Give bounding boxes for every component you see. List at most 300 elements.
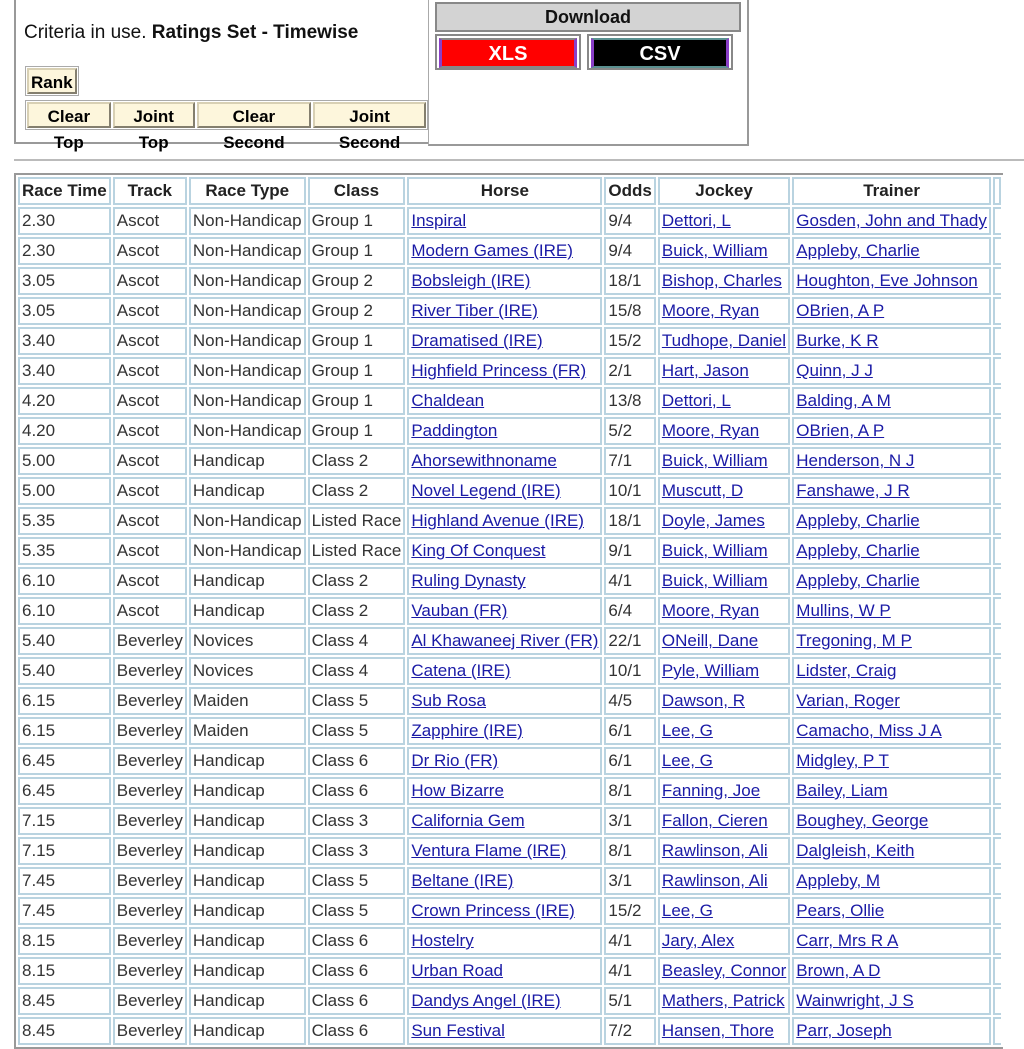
jockey-link[interactable]: Dettori, L — [661, 391, 731, 410]
cell-jockey — [658, 417, 790, 445]
trainer-link[interactable]: Burke, K R — [796, 331, 879, 350]
cell-race-time: 2.30 — [18, 207, 111, 235]
jockey-link[interactable]: Rawlinson, Ali — [661, 841, 768, 860]
cell-class: Class 6 — [308, 957, 406, 985]
cell-class: Listed Race — [308, 537, 406, 565]
cell-horse — [407, 987, 602, 1015]
cell-overflow — [993, 447, 1001, 475]
cell-overflow — [993, 297, 1001, 325]
table-row — [18, 1017, 1001, 1045]
cell-race-type: Non-Handicap — [189, 207, 306, 235]
table-row — [18, 507, 1001, 535]
cell-race-time: 3.40 — [18, 327, 111, 355]
cell-race-time: 5.35 — [18, 537, 111, 565]
jockey-link[interactable]: Fanning, Joe — [661, 781, 761, 800]
jockey-link[interactable]: Buick, William — [661, 241, 768, 260]
cell-race-type: Handicap — [189, 447, 306, 475]
cell-track: Ascot — [113, 597, 187, 625]
jockey-link[interactable]: Dawson, R — [661, 691, 745, 710]
cell-race-time: 6.45 — [18, 777, 111, 805]
cell-race-type: Handicap — [189, 837, 306, 865]
cell-odds: 4/1 — [604, 567, 655, 595]
cell-overflow — [993, 327, 1001, 355]
jockey-link[interactable]: Jary, Alex — [661, 931, 735, 950]
cell-horse — [407, 747, 602, 775]
cell-track: Ascot — [113, 327, 187, 355]
cell-overflow — [993, 387, 1001, 415]
cell-race-time: 8.15 — [18, 957, 111, 985]
cell-odds: 8/1 — [604, 837, 655, 865]
cell-odds: 9/4 — [604, 207, 655, 235]
cell-jockey — [658, 657, 790, 685]
criteria-value: Ratings Set - Timewise — [151, 22, 359, 43]
cell-race-type: Handicap — [189, 567, 306, 595]
cell-overflow — [993, 597, 1001, 625]
cell-jockey — [658, 837, 790, 865]
cell-odds: 2/1 — [604, 357, 655, 385]
cell-odds: 15/2 — [604, 897, 655, 925]
cell-horse — [407, 627, 602, 655]
cell-trainer — [792, 867, 991, 895]
trainer-link[interactable]: Gosden, John and Thady — [796, 211, 987, 230]
cell-jockey — [658, 297, 790, 325]
cell-jockey — [658, 867, 790, 895]
trainer-link[interactable]: Boughey, George — [796, 811, 929, 830]
cell-trainer — [792, 657, 991, 685]
jockey-link[interactable]: Hansen, Thore — [661, 1021, 775, 1040]
cell-overflow — [993, 207, 1001, 235]
horse-link[interactable]: California Gem — [411, 811, 525, 830]
table-row — [18, 387, 1001, 415]
jockey-link[interactable]: Rawlinson, Ali — [661, 871, 768, 890]
horse-link[interactable]: Vauban (FR) — [411, 601, 508, 620]
table-row — [18, 267, 1001, 295]
trainer-link[interactable]: Lidster, Craig — [796, 661, 897, 680]
horse-link[interactable]: Urban Road — [411, 961, 504, 980]
cell-overflow — [993, 987, 1001, 1015]
jockey-link[interactable]: Pyle, William — [661, 661, 760, 680]
download-panel — [428, 0, 749, 146]
cell-track: Ascot — [113, 567, 187, 595]
horse-link[interactable]: Chaldean — [411, 391, 485, 410]
cell-track: Ascot — [113, 207, 187, 235]
trainer-link[interactable]: Appleby, Charlie — [796, 241, 920, 260]
cell-class: Listed Race — [308, 507, 406, 535]
horse-link[interactable]: Zapphire (IRE) — [411, 721, 523, 740]
cell-overflow — [993, 747, 1001, 775]
trainer-link[interactable]: Dalgleish, Keith — [796, 841, 915, 860]
table-row — [18, 957, 1001, 985]
table-row — [18, 627, 1001, 655]
cell-odds: 3/1 — [604, 807, 655, 835]
rank-button[interactable]: Rank — [27, 68, 77, 94]
horse-link[interactable]: Ventura Flame (IRE) — [411, 841, 567, 860]
table-row — [18, 837, 1001, 865]
cell-jockey — [658, 357, 790, 385]
results-table — [16, 175, 1003, 1047]
table-row — [18, 567, 1001, 595]
cell-overflow — [993, 837, 1001, 865]
cell-track: Beverley — [113, 957, 187, 985]
cell-race-time: 8.15 — [18, 927, 111, 955]
cell-track: Ascot — [113, 387, 187, 415]
cell-overflow — [993, 657, 1001, 685]
jockey-link[interactable]: Buick, William — [661, 571, 768, 590]
clear-second-button[interactable]: Clear Second — [197, 102, 312, 128]
horse-link[interactable]: Highland Avenue (IRE) — [411, 511, 584, 530]
trainer-link[interactable]: Wainwright, J S — [796, 991, 914, 1010]
cell-horse — [407, 717, 602, 745]
jockey-link[interactable]: Buick, William — [661, 541, 768, 560]
cell-odds: 6/1 — [604, 717, 655, 745]
column-header-jockey[interactable]: Jockey — [658, 177, 790, 205]
cell-track: Ascot — [113, 267, 187, 295]
cell-odds: 18/1 — [604, 507, 655, 535]
cell-overflow — [993, 567, 1001, 595]
cell-overflow — [993, 267, 1001, 295]
trainer-link[interactable]: Tregoning, M P — [796, 631, 912, 650]
table-row — [18, 537, 1001, 565]
trainer-link[interactable]: Parr, Joseph — [796, 1021, 892, 1040]
cell-race-type: Handicap — [189, 777, 306, 805]
cell-jockey — [658, 327, 790, 355]
download-csv-button[interactable] — [587, 34, 733, 70]
jockey-link[interactable]: Lee, G — [661, 901, 713, 920]
cell-trainer — [792, 987, 991, 1015]
horse-link[interactable]: Catena (IRE) — [411, 661, 511, 680]
cell-track: Ascot — [113, 507, 187, 535]
cell-trainer — [792, 597, 991, 625]
cell-race-time: 7.15 — [18, 837, 111, 865]
cell-race-time: 7.45 — [18, 897, 111, 925]
cell-overflow — [993, 687, 1001, 715]
cell-race-type: Novices — [189, 657, 306, 685]
cell-race-time: 4.20 — [18, 417, 111, 445]
trainer-link[interactable]: Balding, A M — [796, 391, 891, 410]
cell-horse — [407, 327, 602, 355]
cell-race-type: Non-Handicap — [189, 507, 306, 535]
jockey-link[interactable]: Mathers, Patrick — [661, 991, 785, 1010]
table-row — [18, 717, 1001, 745]
horse-link[interactable]: King Of Conquest — [411, 541, 546, 560]
cell-trainer — [792, 927, 991, 955]
cell-track: Ascot — [113, 357, 187, 385]
cell-race-time: 5.40 — [18, 627, 111, 655]
cell-jockey — [658, 567, 790, 595]
trainer-link[interactable]: Mullins, W P — [796, 601, 891, 620]
trainer-link[interactable]: Appleby, Charlie — [796, 511, 920, 530]
cell-race-type: Non-Handicap — [189, 537, 306, 565]
cell-overflow — [993, 777, 1001, 805]
trainer-link[interactable]: Midgley, P T — [796, 751, 889, 770]
cell-race-time: 5.35 — [18, 507, 111, 535]
cell-horse — [407, 597, 602, 625]
cell-odds: 6/1 — [604, 747, 655, 775]
jockey-link[interactable]: Moore, Ryan — [661, 421, 760, 440]
jockey-link[interactable]: Beasley, Connor — [661, 961, 787, 980]
trainer-link[interactable]: OBrien, A P — [796, 301, 885, 320]
jockey-link[interactable]: Buick, William — [661, 451, 768, 470]
jockey-link[interactable]: Bishop, Charles — [661, 271, 782, 290]
cell-race-type: Non-Handicap — [189, 387, 306, 415]
cell-track: Beverley — [113, 837, 187, 865]
cell-odds: 4/1 — [604, 927, 655, 955]
trainer-link[interactable]: Varian, Roger — [796, 691, 900, 710]
horse-link[interactable]: Inspiral — [411, 211, 467, 230]
cell-overflow — [993, 1017, 1001, 1045]
cell-race-type: Non-Handicap — [189, 297, 306, 325]
jockey-link[interactable]: Fallon, Cieren — [661, 811, 768, 830]
csv-label: CSV — [591, 38, 729, 68]
table-row — [18, 687, 1001, 715]
cell-track: Beverley — [113, 927, 187, 955]
jockey-link[interactable]: Doyle, James — [661, 511, 765, 530]
cell-trainer — [792, 507, 991, 535]
download-xls-button[interactable] — [435, 34, 581, 70]
cell-race-time: 5.00 — [18, 447, 111, 475]
cell-race-time: 6.10 — [18, 597, 111, 625]
cell-class: Class 4 — [308, 657, 406, 685]
cell-odds: 3/1 — [604, 867, 655, 895]
cell-jockey — [658, 597, 790, 625]
cell-overflow — [993, 417, 1001, 445]
trainer-link[interactable]: Carr, Mrs R A — [796, 931, 899, 950]
cell-horse — [407, 267, 602, 295]
horse-link[interactable]: Dandys Angel (IRE) — [411, 991, 561, 1010]
jockey-link[interactable]: Tudhope, Daniel — [661, 331, 786, 350]
cell-horse — [407, 297, 602, 325]
horse-link[interactable]: River Tiber (IRE) — [411, 301, 538, 320]
cell-odds: 7/2 — [604, 1017, 655, 1045]
horse-link[interactable]: Paddington — [411, 421, 498, 440]
table-row — [18, 657, 1001, 685]
cell-track: Beverley — [113, 777, 187, 805]
cell-odds: 9/4 — [604, 237, 655, 265]
trainer-link[interactable]: Houghton, Eve Johnson — [796, 271, 978, 290]
cell-jockey — [658, 957, 790, 985]
cell-horse — [407, 957, 602, 985]
cell-overflow — [993, 717, 1001, 745]
column-header-odds[interactable]: Odds — [604, 177, 655, 205]
cell-overflow — [993, 867, 1001, 895]
horse-link[interactable]: Highfield Princess (FR) — [411, 361, 587, 380]
horse-link[interactable]: How Bizarre — [411, 781, 504, 800]
cell-jockey — [658, 717, 790, 745]
cell-horse — [407, 447, 602, 475]
cell-odds: 7/1 — [604, 447, 655, 475]
cell-class: Class 3 — [308, 807, 406, 835]
cell-odds: 5/1 — [604, 987, 655, 1015]
cell-track: Beverley — [113, 867, 187, 895]
cell-jockey — [658, 747, 790, 775]
horse-link[interactable]: Crown Princess (IRE) — [411, 901, 575, 920]
table-row — [18, 867, 1001, 895]
cell-race-type: Handicap — [189, 807, 306, 835]
joint-top-button[interactable]: Joint Top — [113, 102, 195, 128]
cell-race-time: 6.10 — [18, 567, 111, 595]
jockey-link[interactable]: ONeill, Dane — [661, 631, 759, 650]
cell-overflow — [993, 537, 1001, 565]
column-header-trainer[interactable]: Trainer — [792, 177, 991, 205]
table-body — [18, 207, 1001, 1045]
joint-second-button[interactable]: Joint Second — [313, 102, 426, 128]
cell-odds: 4/1 — [604, 957, 655, 985]
trainer-link[interactable]: Quinn, J J — [796, 361, 873, 380]
table-row — [18, 357, 1001, 385]
cell-trainer — [792, 897, 991, 925]
cell-class: Group 1 — [308, 357, 406, 385]
jockey-link[interactable]: Moore, Ryan — [661, 601, 760, 620]
cell-trainer — [792, 627, 991, 655]
cell-track: Ascot — [113, 477, 187, 505]
cell-track: Beverley — [113, 717, 187, 745]
trainer-link[interactable]: OBrien, A P — [796, 421, 885, 440]
cell-class: Class 5 — [308, 897, 406, 925]
cell-race-time: 6.15 — [18, 717, 111, 745]
tie-filter-group — [25, 100, 428, 152]
cell-class: Group 2 — [308, 267, 406, 295]
cell-trainer — [792, 237, 991, 265]
cell-horse — [407, 867, 602, 895]
trainer-link[interactable]: Henderson, N J — [796, 451, 915, 470]
horse-link[interactable]: Al Khawaneej River (FR) — [411, 631, 599, 650]
column-header-race-time[interactable]: Race Time — [18, 177, 111, 205]
cell-trainer — [792, 357, 991, 385]
horse-link[interactable]: Dr Rio (FR) — [411, 751, 499, 770]
cell-class: Group 2 — [308, 297, 406, 325]
horse-link[interactable]: Novel Legend (IRE) — [411, 481, 561, 500]
cell-track: Beverley — [113, 987, 187, 1015]
cell-jockey — [658, 537, 790, 565]
cell-trainer — [792, 777, 991, 805]
cell-overflow — [993, 357, 1001, 385]
cell-class: Class 6 — [308, 987, 406, 1015]
cell-jockey — [658, 777, 790, 805]
cell-class: Class 2 — [308, 567, 406, 595]
table-row — [18, 327, 1001, 355]
cell-trainer — [792, 537, 991, 565]
trainer-link[interactable]: Camacho, Miss J A — [796, 721, 942, 740]
trainer-link[interactable]: Bailey, Liam — [796, 781, 888, 800]
cell-race-time: 8.45 — [18, 1017, 111, 1045]
cell-trainer — [792, 447, 991, 475]
column-header-overflow — [993, 177, 1001, 205]
trainer-link[interactable]: Appleby, Charlie — [796, 541, 920, 560]
cell-track: Beverley — [113, 627, 187, 655]
horse-link[interactable]: Beltane (IRE) — [411, 871, 514, 890]
cell-race-time: 3.05 — [18, 297, 111, 325]
cell-trainer — [792, 1017, 991, 1045]
cell-jockey — [658, 387, 790, 415]
jockey-link[interactable]: Lee, G — [661, 721, 713, 740]
criteria-panel — [14, 0, 429, 152]
column-header-class[interactable]: Class — [308, 177, 406, 205]
table-header-row — [18, 177, 1001, 205]
cell-horse — [407, 357, 602, 385]
cell-odds: 10/1 — [604, 657, 655, 685]
cell-race-type: Non-Handicap — [189, 417, 306, 445]
cell-jockey — [658, 267, 790, 295]
cell-race-time: 3.05 — [18, 267, 111, 295]
cell-horse — [407, 417, 602, 445]
cell-horse — [407, 777, 602, 805]
horse-link[interactable]: Sun Festival — [411, 1021, 505, 1040]
cell-race-type: Handicap — [189, 987, 306, 1015]
table-row — [18, 447, 1001, 475]
cell-horse — [407, 537, 602, 565]
cell-trainer — [792, 477, 991, 505]
criteria-prefix: Criteria in use. — [24, 22, 147, 43]
table-row — [18, 597, 1001, 625]
cell-horse — [407, 237, 602, 265]
cell-race-time: 2.30 — [18, 237, 111, 265]
table-row — [18, 897, 1001, 925]
trainer-link[interactable]: Appleby, M — [796, 871, 881, 890]
jockey-link[interactable]: Lee, G — [661, 751, 713, 770]
cell-race-type: Non-Handicap — [189, 267, 306, 295]
cell-class: Class 3 — [308, 837, 406, 865]
cell-horse — [407, 1017, 602, 1045]
trainer-link[interactable]: Fanshawe, J R — [796, 481, 910, 500]
horse-link[interactable]: Modern Games (IRE) — [411, 241, 573, 260]
cell-horse — [407, 387, 602, 415]
trainer-link[interactable]: Appleby, Charlie — [796, 571, 920, 590]
jockey-link[interactable]: Muscutt, D — [661, 481, 744, 500]
jockey-link[interactable]: Dettori, L — [661, 211, 731, 230]
column-header-horse[interactable]: Horse — [407, 177, 602, 205]
cell-odds: 22/1 — [604, 627, 655, 655]
cell-overflow — [993, 237, 1001, 265]
cell-horse — [407, 207, 602, 235]
cell-horse — [407, 657, 602, 685]
horse-link[interactable]: Bobsleigh (IRE) — [411, 271, 531, 290]
horse-link[interactable]: Ruling Dynasty — [411, 571, 526, 590]
cell-jockey — [658, 477, 790, 505]
cell-jockey — [658, 507, 790, 535]
cell-track: Beverley — [113, 687, 187, 715]
horse-link[interactable]: Ahorsewithnoname — [411, 451, 557, 470]
cell-track: Beverley — [113, 657, 187, 685]
cell-trainer — [792, 297, 991, 325]
trainer-link[interactable]: Brown, A D — [796, 961, 881, 980]
cell-class: Class 2 — [308, 447, 406, 475]
horse-link[interactable]: Dramatised (IRE) — [411, 331, 543, 350]
cell-class: Group 1 — [308, 387, 406, 415]
column-header-track[interactable]: Track — [113, 177, 187, 205]
clear-top-button[interactable]: Clear Top — [27, 102, 111, 128]
cell-class: Group 1 — [308, 417, 406, 445]
cell-class: Group 1 — [308, 207, 406, 235]
cell-jockey — [658, 237, 790, 265]
cell-race-type: Handicap — [189, 1017, 306, 1045]
jockey-link[interactable]: Moore, Ryan — [661, 301, 760, 320]
cell-trainer — [792, 207, 991, 235]
cell-trainer — [792, 957, 991, 985]
cell-odds: 4/5 — [604, 687, 655, 715]
horse-link[interactable]: Hostelry — [411, 931, 474, 950]
cell-odds: 6/4 — [604, 597, 655, 625]
cell-race-time: 5.00 — [18, 477, 111, 505]
table-row — [18, 237, 1001, 265]
cell-odds: 9/1 — [604, 537, 655, 565]
column-header-race-type[interactable]: Race Type — [189, 177, 306, 205]
trainer-link[interactable]: Pears, Ollie — [796, 901, 885, 920]
cell-race-time: 4.20 — [18, 387, 111, 415]
horse-link[interactable]: Sub Rosa — [411, 691, 487, 710]
jockey-link[interactable]: Hart, Jason — [661, 361, 749, 380]
cell-race-time: 8.45 — [18, 987, 111, 1015]
results-table-wrap — [14, 173, 1003, 1049]
